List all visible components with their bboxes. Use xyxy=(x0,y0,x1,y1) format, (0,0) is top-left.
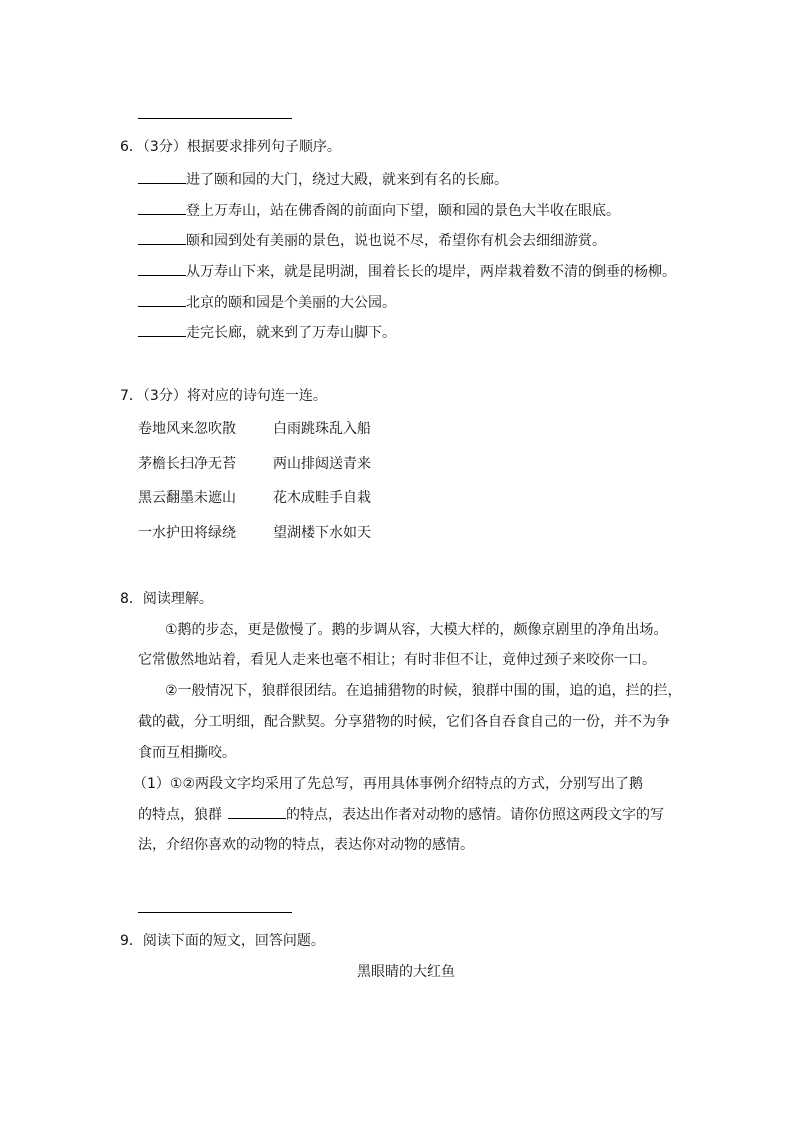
q8-sub1-line-2: 的特点，狼群 的特点，表达出作者对动物的感情。请你仿照这两段文字的写 xyxy=(138,804,664,825)
q8-sub1-line-3: 法，介绍你喜欢的动物的特点，表达你对动物的感情。 xyxy=(138,837,474,853)
answer-line-top xyxy=(138,118,292,119)
q8-passage-2-line-3: 食而互相撕咬。 xyxy=(138,745,236,761)
answer-blank[interactable] xyxy=(228,804,286,819)
answer-line-q8[interactable] xyxy=(138,912,292,913)
q6-item-6: 走完长廊，就来到了万寿山脚下。 xyxy=(138,322,396,343)
answer-blank[interactable] xyxy=(138,322,186,337)
q7-right-line-2[interactable]: 两山排闼送青来 xyxy=(273,456,371,472)
q6-item-2: 登上万寿山，站在佛香阁的前面向下望，颐和园的景色大半收在眼底。 xyxy=(138,200,620,221)
answer-blank[interactable] xyxy=(138,292,186,307)
q8-stem: 8．阅读理解。 xyxy=(120,591,213,607)
q7-right-line-4[interactable]: 望湖楼下水如天 xyxy=(273,525,371,541)
q7-left-line-2[interactable]: 茅檐长扫净无苔 xyxy=(138,456,236,472)
q9-passage-title: 黑眼睛的大红鱼 xyxy=(357,964,455,980)
answer-blank[interactable] xyxy=(138,230,186,245)
q7-right-line-1[interactable]: 白雨跳珠乱入船 xyxy=(273,421,371,437)
q7-left-line-4[interactable]: 一水护田将绿绕 xyxy=(138,525,236,541)
q8-passage-2-line-1: ②一般情况下，狼群很团结。在追捕猎物的时候，狼群中围的围，追的追，拦的拦， xyxy=(165,683,682,699)
q6-item-5: 北京的颐和园是个美丽的大公园。 xyxy=(138,292,396,313)
q7-stem: 7．（3分）将对应的诗句连一连。 xyxy=(120,388,327,404)
q7-left-line-1[interactable]: 卷地风来忽吹散 xyxy=(138,421,236,437)
q7-left-line-3[interactable]: 黑云翻墨未遮山 xyxy=(138,490,236,506)
q6-item-1: 进了颐和园的大门，绕过大殿，就来到有名的长廊。 xyxy=(138,169,508,190)
answer-blank[interactable] xyxy=(138,261,186,276)
q9-stem: 9．阅读下面的短文，回答问题。 xyxy=(120,933,325,949)
q8-passage-1-line-1: ①鹅的步态，更是傲慢了。鹅的步调从容，大模大样的，颇像京剧里的净角出场。 xyxy=(165,622,668,638)
q6-item-4: 从万寿山下来，就是昆明湖，围着长长的堤岸，两岸栽着数不清的倒垂的杨柳。 xyxy=(138,261,676,282)
answer-blank[interactable] xyxy=(138,200,186,215)
q8-sub1-line-1: （1）①②两段文字均采用了先总写，再用具体事例介绍特点的方式，分别写出了鹅 xyxy=(133,776,644,792)
q8-passage-2-line-2: 截的截，分工明细，配合默契。分享猎物的时候，它们各自吞食自己的一份，并不为争 xyxy=(138,714,670,730)
q7-right-line-3[interactable]: 花木成畦手自栽 xyxy=(273,490,371,506)
q6-stem: 6．（3分）根据要求排列句子顺序。 xyxy=(120,139,341,155)
answer-blank[interactable] xyxy=(138,169,186,184)
q6-item-3: 颐和园到处有美丽的景色，说也说不尽，希望你有机会去细细游赏。 xyxy=(138,230,606,251)
q8-passage-1-line-2: 它常傲然地站着，看见人走来也毫不相让；有时非但不让，竟伸过颈子来咬你一口。 xyxy=(138,652,656,668)
